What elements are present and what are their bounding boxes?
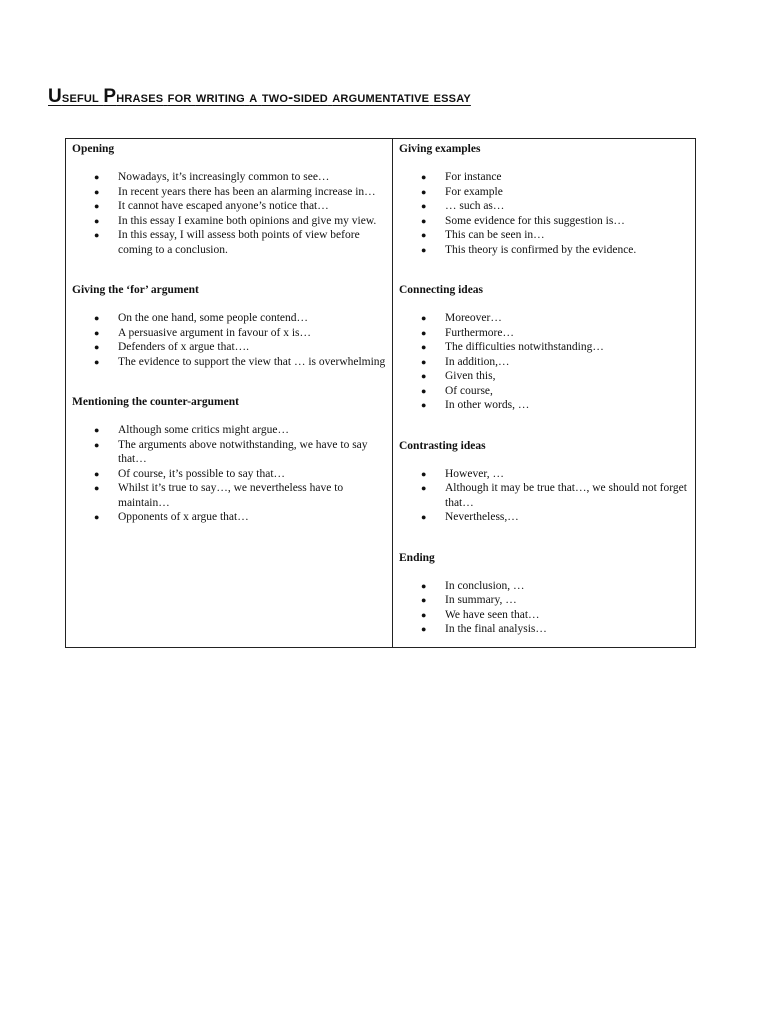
bullet-icon: ● bbox=[421, 609, 427, 620]
list-item: ● This theory is confirmed by the evidence. bbox=[421, 243, 637, 256]
bullet-icon: ● bbox=[94, 201, 100, 211]
bullet-icon: ● bbox=[421, 400, 427, 410]
page-title: Useful Phrases for writing a two-sided argumentative essay bbox=[48, 86, 471, 107]
phrase-list bbox=[399, 467, 689, 525]
bullet-icon: ● bbox=[94, 172, 100, 182]
bullet-icon: ● bbox=[94, 425, 100, 435]
section-heading: Ending bbox=[399, 551, 435, 564]
phrase-list bbox=[399, 170, 689, 257]
list-item: ● In this essay, I will assess both points of view before coming to a conclusion. bbox=[94, 229, 360, 256]
list-item: ● Moreover… bbox=[421, 312, 502, 324]
list-item: ● The arguments above notwithstanding, we have to say that… bbox=[94, 438, 368, 465]
list-item: ● Of course, it’s possible to say that… bbox=[94, 467, 286, 480]
section-heading: Connecting ideas bbox=[399, 284, 484, 296]
section-giving-examples bbox=[399, 142, 689, 257]
bullet-icon: ● bbox=[421, 624, 427, 634]
list-item: ● It cannot have escaped anyone’s notice that… bbox=[94, 200, 329, 212]
bullet-icon: ● bbox=[94, 186, 100, 197]
bullet-icon: ● bbox=[421, 595, 427, 605]
bullet-icon: ● bbox=[94, 230, 100, 240]
bullet-icon: ● bbox=[94, 439, 100, 450]
list-item: ● In conclusion, … bbox=[421, 579, 525, 592]
bullet-icon: ● bbox=[421, 201, 427, 211]
section-heading: Contrasting ideas bbox=[399, 439, 486, 452]
list-item: ● … such as… bbox=[421, 200, 505, 212]
list-item: ● However, … bbox=[421, 467, 504, 480]
list-item: ● Nowadays, it’s increasingly common to see… bbox=[94, 171, 330, 183]
list-item: ● We have seen that… bbox=[421, 608, 540, 621]
phrase-list bbox=[72, 423, 386, 525]
list-item: ● Opponents of x argue that… bbox=[94, 511, 249, 523]
bullet-icon: ● bbox=[421, 483, 427, 493]
list-item: ● Furthermore… bbox=[421, 326, 514, 339]
section-heading: Giving examples bbox=[399, 143, 481, 155]
list-item: ● On the one hand, some people contend… bbox=[94, 312, 309, 324]
phrase-list bbox=[399, 579, 689, 637]
bullet-icon: ● bbox=[421, 230, 427, 240]
phrase-list bbox=[72, 311, 386, 369]
right-column bbox=[393, 139, 695, 647]
list-item: ● Of course, bbox=[421, 384, 493, 397]
bullet-icon: ● bbox=[421, 313, 427, 323]
bullet-icon: ● bbox=[421, 172, 427, 182]
list-item: ● A persuasive argument in favour of x is… bbox=[94, 326, 312, 339]
section-heading: Opening bbox=[72, 143, 115, 155]
bullet-icon: ● bbox=[421, 468, 427, 479]
list-item: ● In this essay I examine both opinions and give my view. bbox=[94, 214, 377, 227]
list-item: ● This can be seen in… bbox=[421, 229, 545, 241]
bullet-icon: ● bbox=[421, 385, 427, 396]
phrase-list bbox=[72, 170, 386, 257]
list-item: ● In summary, … bbox=[421, 594, 517, 606]
section-opening bbox=[72, 142, 386, 257]
section-counter-argument bbox=[72, 395, 386, 525]
list-item: ● For example bbox=[421, 185, 503, 198]
bullet-icon: ● bbox=[421, 215, 427, 226]
list-item: ● The difficulties notwithstanding… bbox=[421, 341, 604, 353]
list-item: ● Nevertheless,… bbox=[421, 511, 519, 523]
section-contrasting-ideas bbox=[399, 439, 689, 525]
bullet-icon: ● bbox=[94, 215, 100, 226]
list-item: ● In addition,… bbox=[421, 355, 510, 368]
list-item: ● For instance bbox=[421, 171, 502, 183]
bullet-icon: ● bbox=[94, 327, 100, 338]
bullet-icon: ● bbox=[421, 327, 427, 338]
list-item: ● In other words, … bbox=[421, 399, 530, 411]
list-item: ● In recent years there has been an alarming increase in… bbox=[94, 185, 376, 198]
bullet-icon: ● bbox=[421, 580, 427, 591]
bullet-icon: ● bbox=[94, 313, 100, 323]
bullet-icon: ● bbox=[94, 468, 100, 479]
bullet-icon: ● bbox=[94, 342, 100, 352]
list-item: ● Given this, bbox=[421, 370, 496, 382]
bullet-icon: ● bbox=[421, 356, 427, 367]
list-item: ● In the final analysis… bbox=[421, 623, 547, 635]
bullet-icon: ● bbox=[421, 342, 427, 352]
section-connecting-ideas bbox=[399, 283, 689, 413]
left-column bbox=[66, 139, 393, 647]
list-item: ● Whilst it’s true to say…, we nevertheless have to maintain… bbox=[94, 482, 344, 509]
section-heading: Mentioning the counter-argument bbox=[72, 396, 239, 408]
phrases-table bbox=[65, 138, 696, 648]
bullet-icon: ● bbox=[94, 356, 100, 367]
bullet-icon: ● bbox=[421, 512, 427, 522]
phrase-list bbox=[399, 311, 689, 413]
bullet-icon: ● bbox=[421, 186, 427, 197]
list-item: ● Although some critics might argue… bbox=[94, 424, 289, 436]
bullet-icon: ● bbox=[94, 483, 100, 493]
section-for-argument bbox=[72, 283, 386, 369]
bullet-icon: ● bbox=[421, 244, 427, 255]
list-item: ● Although it may be true that…, we should not forget that… bbox=[421, 482, 687, 509]
section-heading: Giving the ‘for’ argument bbox=[72, 284, 199, 296]
list-item: ● The evidence to support the view that … is overwhelming bbox=[94, 355, 386, 368]
section-ending bbox=[399, 551, 689, 637]
bullet-icon: ● bbox=[421, 371, 427, 381]
list-item: ● Defenders of x argue that…. bbox=[94, 341, 250, 353]
list-item: ● Some evidence for this suggestion is… bbox=[421, 214, 625, 227]
bullet-icon: ● bbox=[94, 512, 100, 522]
